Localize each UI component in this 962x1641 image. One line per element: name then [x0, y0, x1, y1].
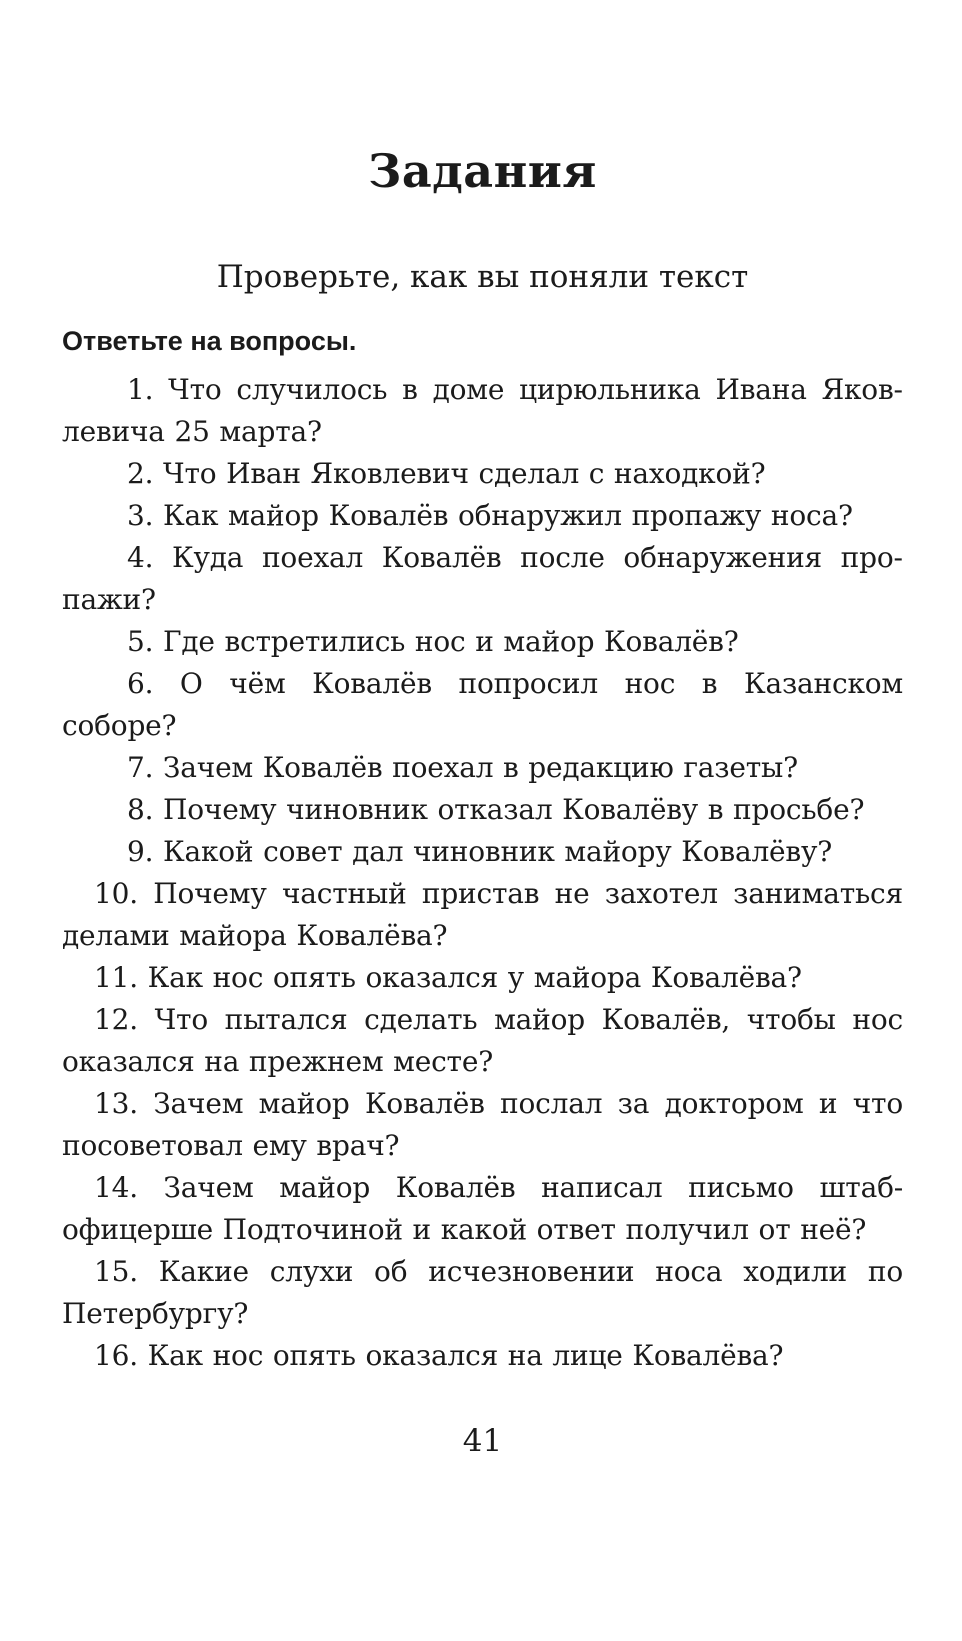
question-item: 10. Почему частный пристав не захотел заниматься делами майора Ковалёва? — [62, 877, 903, 952]
section-subtitle: Проверьте, как вы поняли текст — [216, 259, 749, 295]
question-item: 12. Что пытался сделать майор Ковалёв, чтобы нос оказался на прежнем месте? — [62, 1003, 903, 1078]
book-page — [0, 146, 962, 1641]
question-item: 9. Какой совет дал чиновник майору Ковалёву? — [127, 835, 833, 868]
instruction-heading: Ответьте на вопросы. — [62, 326, 357, 356]
question-item: 6. О чём Ковалёв попросил нос в Казанском соборе? — [62, 667, 903, 742]
question-item: 13. Зачем майор Ковалёв послал за доктором и что посоветовал ему врач? — [62, 1087, 903, 1162]
question-item: 3. Как майор Ковалёв обнаружил пропажу носа? — [127, 499, 853, 532]
question-item: 1. Что случилось в доме цирюльника Ивана Яковлевича 25 марта? — [62, 373, 903, 448]
question-item: 4. Куда поехал Ковалёв после обнаружения пропажи? — [62, 541, 903, 616]
question-item: 14. Зачем майор Ковалёв написал письмо штаб-офицерше Подточиной и какой ответ получил от неё? — [62, 1171, 903, 1246]
question-item: 11. Как нос опять оказался у майора Ковалёва? — [94, 961, 802, 994]
question-item: 16. Как нос опять оказался на лице Ковалёва? — [94, 1339, 784, 1372]
questions-list — [62, 369, 903, 1377]
question-item: 7. Зачем Ковалёв поехал в редакцию газеты? — [127, 751, 798, 784]
page-title: Задания — [368, 144, 597, 198]
question-item: 8. Почему чиновник отказал Ковалёву в просьбе? — [127, 793, 865, 826]
page-number: 41 — [462, 1423, 503, 1459]
question-item: 2. Что Иван Яковлевич сделал с находкой? — [127, 457, 766, 490]
question-item: 5. Где встретились нос и майор Ковалёв? — [127, 625, 739, 658]
question-item: 15. Какие слухи об исчезновении носа ходили по Петербургу? — [62, 1255, 903, 1330]
